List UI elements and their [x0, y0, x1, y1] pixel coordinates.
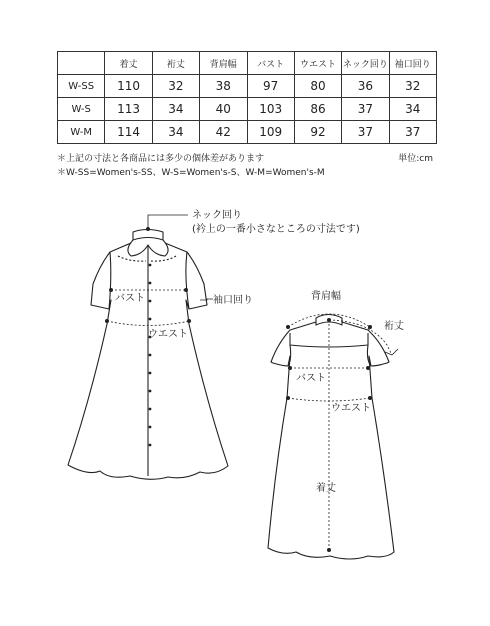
table-cell: 92: [294, 121, 341, 144]
table-cell: 114: [105, 121, 152, 144]
note-size-legend: ＊W-SS=Women's-SS、W-S=Women's-S、W-M=Women's-M: [57, 168, 325, 178]
front-collar: [133, 230, 163, 241]
back-waist-label: ウエスト: [331, 403, 371, 414]
table-cell: 97: [247, 75, 294, 98]
table-cell: 34: [152, 98, 199, 121]
table-cell: 36: [342, 75, 389, 98]
note-individual-difference: ＊上記の寸法と各商品には多少の個体差があります: [57, 154, 265, 164]
table-cell: 37: [389, 121, 436, 144]
back-bust-label: バスト: [296, 373, 326, 384]
table-cell: 37: [342, 121, 389, 144]
table-cell: 103: [247, 98, 294, 121]
length-label: 着丈: [316, 483, 336, 494]
header-cell: ネック回り: [342, 52, 389, 75]
size-label: W-S: [58, 98, 105, 121]
size-label: W-M: [58, 121, 105, 144]
header-cell: 背肩幅: [200, 52, 247, 75]
table-cell: 113: [105, 98, 152, 121]
table-cell: 109: [247, 121, 294, 144]
sleeve-arrow: [385, 349, 398, 355]
table-cell: 80: [294, 75, 341, 98]
shoulder-width-label: 背肩幅: [311, 291, 341, 302]
cuff-label: 袖口回り: [213, 295, 253, 306]
table-cell: 42: [200, 121, 247, 144]
front-buttons: [149, 264, 152, 447]
table-cell: 110: [105, 75, 152, 98]
table-cell: 40: [200, 98, 247, 121]
table-cell: 86: [294, 98, 341, 121]
sleeve-measure-line: [329, 320, 392, 355]
size-label: W-SS: [58, 75, 105, 98]
header-cell: バスト: [247, 52, 294, 75]
header-cell: 裄丈: [152, 52, 199, 75]
sleeve-length-label: 裄丈: [384, 321, 404, 332]
waist-label: ウエスト: [148, 329, 188, 340]
table-cell: 34: [152, 121, 199, 144]
neck-note: (衿上の一番小さなところの寸法です): [192, 224, 360, 235]
header-cell: ウエスト: [294, 52, 341, 75]
back-dress-illustration: [268, 315, 394, 560]
front-yoke-seam: [118, 256, 176, 261]
front-dress-illustration: [68, 230, 228, 480]
header-cell: 袖口回り: [389, 52, 436, 75]
back-measurements: [288, 314, 398, 550]
table-cell: 32: [152, 75, 199, 98]
table-cell: 34: [389, 98, 436, 121]
header-cell: 着丈: [105, 52, 152, 75]
table-cell: 37: [342, 98, 389, 121]
table-cell: 32: [389, 75, 436, 98]
back-dress-outline: [268, 322, 394, 559]
unit-label: 単位:cm: [398, 154, 433, 164]
neck-leader-line: [148, 215, 188, 229]
neck-label: ネック回り: [192, 210, 242, 221]
bust-label: バスト: [115, 293, 145, 304]
table-cell: 38: [200, 75, 247, 98]
